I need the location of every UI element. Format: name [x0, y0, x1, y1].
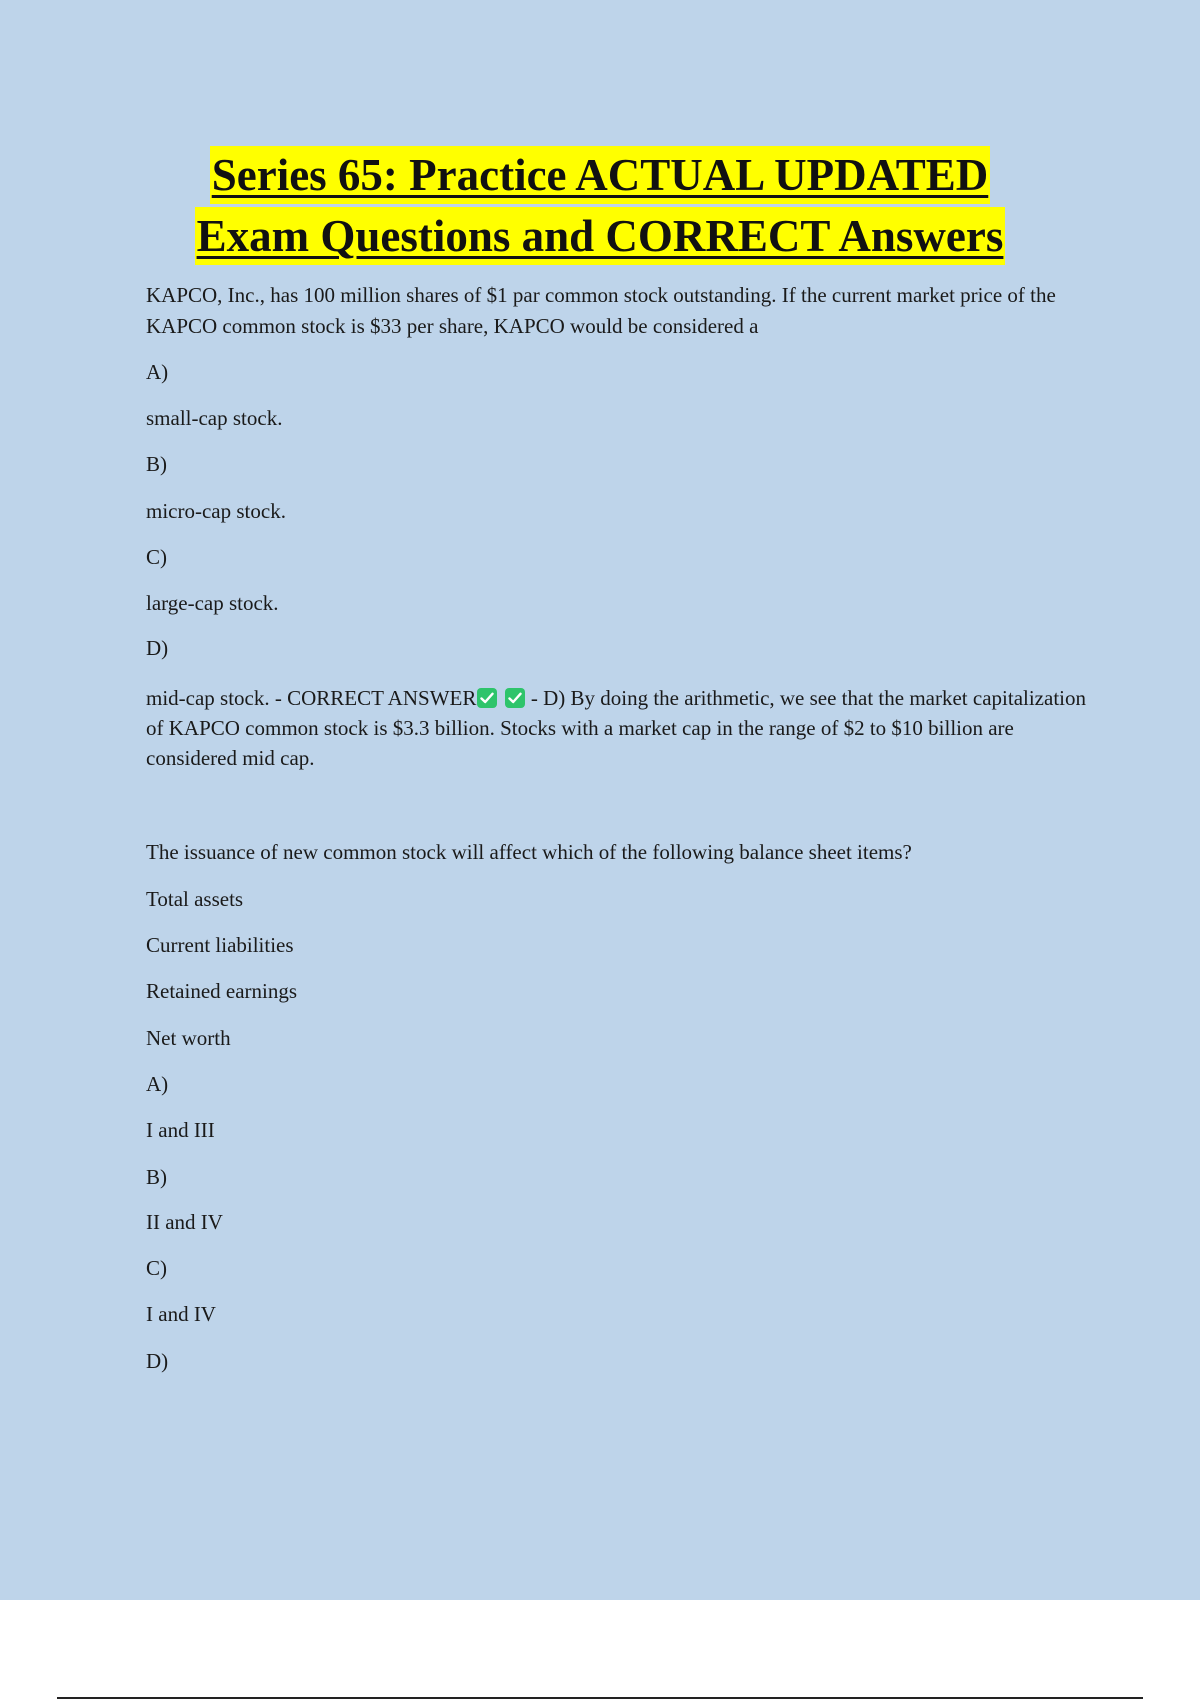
q2-option-d-letter: D)	[146, 1349, 169, 1373]
q2-option-b-text: II and IV	[146, 1210, 223, 1234]
question-2-stem: The issuance of new common stock will affect which of the following balance sheet items?	[146, 840, 912, 864]
q2-item-4: Net worth	[146, 1026, 231, 1050]
q2-item-2: Current liabilities	[146, 933, 294, 957]
q2-option-a-text: I and III	[146, 1118, 215, 1142]
document-title	[0, 146, 1200, 268]
q1-explanation: - D) By doing the arithmetic, we see that the market capitalization of KAPCO common stock is $3.3 billion. Stocks with a market cap in the range of $2 to $10 billion are considered mid cap.	[146, 686, 1086, 770]
q1-option-d-text: mid-cap stock. - CORRECT ANSWER	[146, 686, 477, 710]
q2-option-c-letter: C)	[146, 1256, 167, 1280]
q2-option-a-letter: A)	[146, 1072, 169, 1096]
q1-option-c-text: large-cap stock.	[146, 591, 279, 615]
q1-option-d-letter: D)	[146, 636, 169, 660]
q1-option-b-letter: B)	[146, 452, 167, 476]
question-1-stem: KAPCO, Inc., has 100 million shares of $1 par common stock outstanding. If the current market price of the KAPCO common stock is $33 per share, KAPCO would be considered a	[146, 283, 1056, 338]
title-line-2: Exam Questions and CORRECT Answers	[195, 207, 1006, 265]
q2-item-3: Retained earnings	[146, 979, 298, 1003]
q1-option-c-letter: C)	[146, 545, 167, 569]
q1-option-a-text: small-cap stock.	[146, 406, 283, 430]
q1-answer-block	[146, 683, 1086, 773]
footer-divider	[57, 1697, 1143, 1699]
q2-item-1: Total assets	[146, 887, 244, 911]
check-mark-icon	[505, 688, 525, 708]
title-line-1: Series 65: Practice ACTUAL UPDATED	[210, 146, 991, 204]
q1-option-b-text: micro-cap stock.	[146, 499, 286, 523]
check-mark-icon	[477, 688, 497, 708]
q1-option-a-letter: A)	[146, 360, 169, 384]
q2-option-c-text: I and IV	[146, 1302, 216, 1326]
q2-option-b-letter: B)	[146, 1165, 167, 1189]
